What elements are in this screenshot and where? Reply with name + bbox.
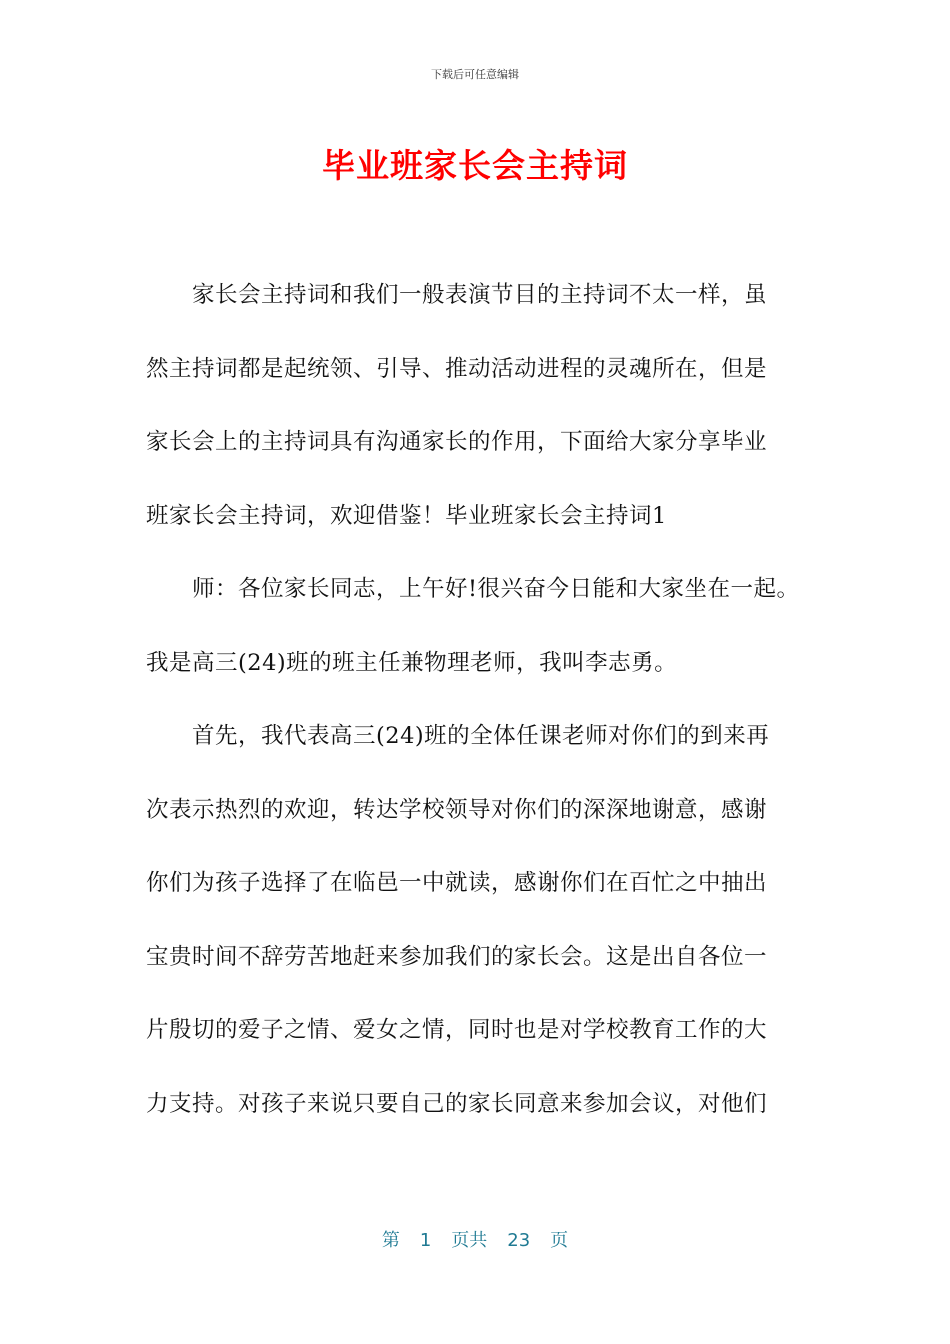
body-line: 力支持。对孩子来说只要自己的家长同意来参加会议，对他们 bbox=[146, 1090, 768, 1117]
footer-end-label: 页 bbox=[550, 1230, 569, 1251]
body-text bbox=[146, 272, 806, 1154]
body-line: 然主持词都是起统领、引导、推动活动进程的灵魂所在，但是 bbox=[146, 355, 768, 382]
footer-page-number: 1 bbox=[419, 1230, 432, 1251]
document-title: 毕业班家长会主持词 bbox=[322, 146, 628, 185]
body-line: 家长会主持词和我们一般表演节目的主持词不太一样，虽 bbox=[192, 282, 768, 308]
body-line: 我是高三(24)班的班主任兼物理老师，我叫李志勇。 bbox=[146, 649, 678, 676]
body-line: 片殷切的爱子之情、爱女之情，同时也是对学校教育工作的大 bbox=[146, 1017, 768, 1043]
footer-total-label: 页共 bbox=[451, 1230, 488, 1251]
body-line: 次表示热烈的欢迎，转达学校领导对你们的深深地谢意，感谢 bbox=[146, 796, 768, 823]
body-line: 你们为孩子选择了在临邑一中就读，感谢你们在百忙之中抽出 bbox=[146, 870, 768, 896]
body-line: 班家长会主持词，欢迎借鉴！毕业班家长会主持词1 bbox=[146, 502, 667, 529]
footer-page-label: 第 bbox=[381, 1230, 400, 1251]
header-note: 下载后可任意编辑 bbox=[431, 68, 519, 81]
body-line: 宝贵时间不辞劳苦地赶来参加我们的家长会。这是出自各位一 bbox=[146, 943, 768, 970]
body-line: 师：各位家长同志，上午好!很兴奋今日能和大家坐在一起。 bbox=[192, 576, 800, 602]
page-footer bbox=[0, 1226, 950, 1252]
body-line: 家长会上的主持词具有沟通家长的作用，下面给大家分享毕业 bbox=[146, 429, 768, 455]
footer-total-pages: 23 bbox=[507, 1230, 531, 1251]
body-line: 首先，我代表高三(24)班的全体任课老师对你们的到来再 bbox=[192, 723, 770, 749]
